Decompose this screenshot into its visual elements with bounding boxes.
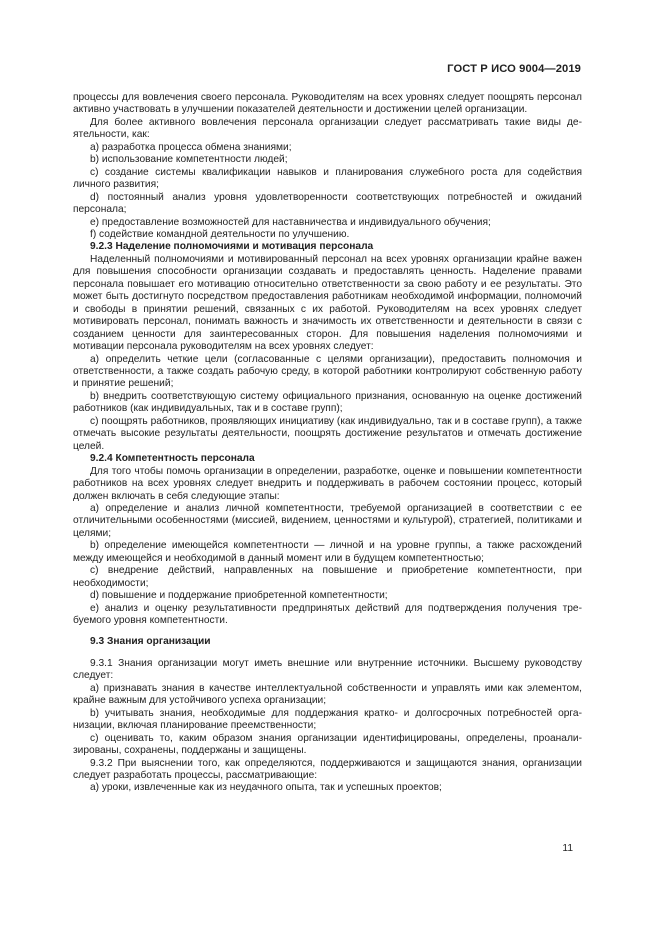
section-heading: 9.2.3 Наделение полномочиями и мотивация персонала bbox=[90, 241, 374, 253]
list-item: c) оценивать то, каким образом знания организации идентифицированы, определены, проанализированы, сохранены, поддержаны и защищены. bbox=[73, 732, 582, 757]
list-item: d) повышение и поддержание приобретенной компетентности; bbox=[90, 590, 388, 602]
list-item: c) внедрение действий, направленных на повышение и приобретение компетентности, при необходимости; bbox=[73, 565, 582, 589]
list-item: d) постоянный анализ уровня удовлетворенности соответствующих потребностей и ожиданий персонала; bbox=[73, 191, 582, 216]
list-item: c) поощрять работников, проявляющих инициативу (как индивидуально, так и в составе групп), а также отмечать высокие результаты деятельности, поощрять достижение результатов и отмечать достижение целей. bbox=[73, 415, 582, 452]
list-item: b) определение имеющейся компетентности — личной и на уровне группы, а также расхождений между имеющейся и необходимой в данный момент или в будущем компетентностью; bbox=[73, 540, 582, 564]
list-item: f) содействие командной деятельности по улучшению. bbox=[90, 228, 350, 240]
list-item: b) внедрить соответствующую систему официального признания, основанную на оценке достижений работников (как индивидуальных, так и в составе групп); bbox=[73, 390, 582, 415]
list-item: a) признавать знания в качестве интеллектуальной собственности и управлять ими как элементом, крайне важным для устойчивого успеха организации; bbox=[73, 682, 582, 707]
list-item: a) определить четкие цели (согласованные с целями организации), предоставить полномочия и ответственности, а также создать рабочую среду, в которой работники контролируют собственную работу и принятие решений; bbox=[73, 353, 582, 390]
paragraph: 9.3.2 При выяснении того, как определяются, поддерживаются и защищаются знания, организации следует разработать процессы, рассматривающие: bbox=[73, 757, 582, 782]
section-gap bbox=[73, 649, 582, 658]
section-heading: 9.2.4 Компетентность персонала bbox=[90, 453, 255, 465]
list-item: b) использование компетентности людей; bbox=[90, 154, 288, 166]
paragraph: Наделенный полномочиями и мотивированный персонал на всех уровнях организации крайне важен для повышения способности организации создавать и предоставлять ценность. Наделение правами персонала повышает его мотивацию относительно ответственности за свою работу и ее результаты. Это может быть достигнуто посредством предоставления работникам необходимой информации, полномочий и свободы в принятии решений, связанных с их работой. Руководителям на всех уровнях следует мотивировать персонал, понимать важность и значимость их ответственности и деятельности в связи с созданием ценности для заинтересованных сторон. Для повышения наделения полномочиями и мотивации персонала руководителям на всех уровнях следует: bbox=[73, 253, 582, 353]
standard-header: ГОСТ Р ИСО 9004—2019 bbox=[447, 63, 581, 75]
section-heading: 9.3 Знания организации bbox=[90, 636, 211, 648]
paragraph: Для того чтобы помочь организации в определении, разработке, оценке и повышении компетентности работников на всех уровнях следует внедрить и поддерживать в рабочем состоянии процесс, который должен включать в себя следующие этапы: bbox=[73, 465, 582, 502]
page-number: 11 bbox=[562, 843, 573, 854]
list-item: a) уроки, извлеченные как из неудачного опыта, так и успешных проектов; bbox=[90, 782, 442, 794]
list-item: e) предоставление возможностей для наставничества и индивидуального обучения; bbox=[90, 216, 491, 228]
paragraph: 9.3.1 Знания организации могут иметь внешние или внутренние источники. Высшему руководству следует: bbox=[73, 657, 582, 682]
list-item: b) учитывать знания, необходимые для поддержания кратко- и долгосрочных потребностей организации, включая планирование преемственности; bbox=[73, 707, 582, 732]
section-gap bbox=[73, 627, 582, 636]
paragraph: Для более активного вовлечения персонала организации следует рассматривать такие виды деятельности, как: bbox=[73, 116, 582, 141]
list-item: a) разработка процесса обмена знаниями; bbox=[90, 141, 292, 153]
paragraph: процессы для вовлечения своего персонала. Руководителям на всех уровнях следует поощрять персонал активно участвовать в улучшении показателей деятельности и достижении целей организации. bbox=[73, 92, 582, 116]
document-body bbox=[73, 92, 582, 795]
list-item: e) анализ и оценку результативности предпринятых действий для подтверждения получения требуемого уровня компетентности. bbox=[73, 602, 582, 627]
list-item: c) создание системы квалификации навыков и планирования служебного роста для содействия личного развития; bbox=[73, 166, 582, 191]
list-item: a) определение и анализ личной компетентности, требуемой организацией в соответствии с ее отличительными особенностями (миссией, видением, ценностями и культурой), стратегией, политиками и целями; bbox=[73, 502, 582, 539]
